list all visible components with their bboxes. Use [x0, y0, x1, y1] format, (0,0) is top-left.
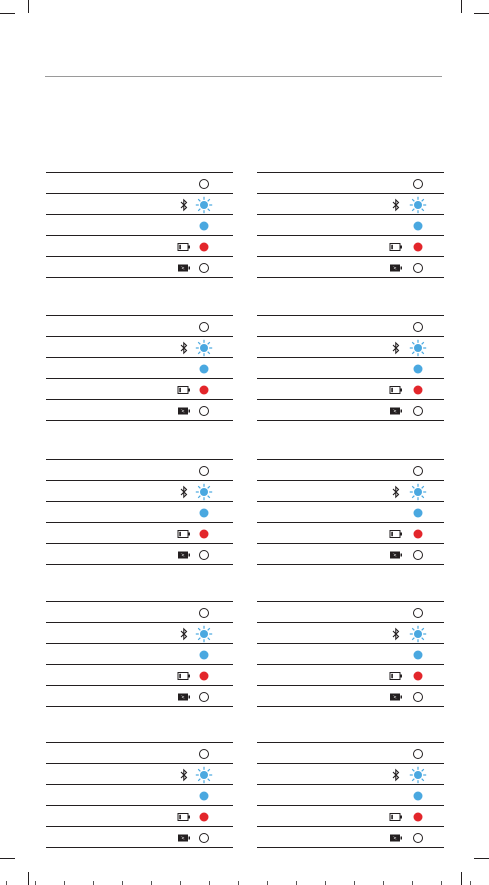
table-bottom-rule — [257, 564, 444, 565]
tick-mark — [238, 881, 239, 885]
crop-mark — [461, 0, 462, 13]
led-off-indicator — [413, 749, 423, 759]
table-row-bt-flash — [257, 336, 444, 358]
flashing-light-icon — [195, 625, 213, 643]
indicator-table — [257, 172, 444, 278]
table-row-off — [257, 601, 444, 623]
led-off-indicator — [413, 833, 423, 843]
table-bottom-rule — [257, 706, 444, 707]
led-red-indicator — [200, 242, 209, 251]
tick-mark — [6, 881, 7, 885]
led-blue-indicator — [200, 791, 209, 800]
table-row-battery-low — [257, 805, 444, 827]
table-bottom-rule — [46, 706, 233, 707]
led-blue-indicator — [200, 508, 209, 517]
crop-mark — [474, 858, 489, 859]
battery-low-icon — [390, 243, 403, 251]
indicator-table — [46, 315, 233, 421]
table-row-charging — [46, 543, 233, 565]
tick-mark — [470, 881, 471, 885]
indicator-table — [257, 315, 444, 421]
battery-charging-icon — [178, 834, 191, 842]
table-row-charging — [257, 543, 444, 565]
led-off-indicator — [413, 550, 423, 560]
battery-low-icon — [178, 386, 191, 394]
indicator-table — [46, 459, 233, 565]
led-blue-indicator — [414, 364, 423, 373]
tick-mark — [93, 881, 94, 885]
tick-mark — [383, 881, 384, 885]
table-bottom-rule — [46, 847, 233, 848]
crop-mark — [474, 13, 489, 14]
battery-low-icon — [390, 813, 403, 821]
table-row-blue — [257, 501, 444, 523]
table-bottom-rule — [257, 277, 444, 278]
table-row-battery-low — [46, 805, 233, 827]
battery-charging-icon — [390, 264, 403, 272]
flashing-light-icon — [195, 196, 213, 214]
led-blue-indicator — [414, 791, 423, 800]
table-row-bt-flash — [257, 480, 444, 502]
tick-mark — [35, 881, 36, 885]
led-off-indicator — [413, 692, 423, 702]
led-red-indicator — [414, 242, 423, 251]
table-bottom-rule — [257, 420, 444, 421]
led-off-indicator — [413, 406, 423, 416]
table-row-battery-low — [46, 522, 233, 544]
led-red-indicator — [414, 385, 423, 394]
table-row-charging — [46, 685, 233, 707]
tick-mark — [267, 881, 268, 885]
table-row-charging — [46, 826, 233, 848]
led-off-indicator — [413, 466, 423, 476]
battery-charging-icon — [390, 551, 403, 559]
crop-mark — [0, 858, 15, 859]
led-off-indicator — [199, 550, 209, 560]
table-bottom-rule — [257, 847, 444, 848]
led-red-indicator — [200, 385, 209, 394]
battery-charging-icon — [178, 264, 191, 272]
battery-charging-icon — [390, 693, 403, 701]
led-off-indicator — [413, 608, 423, 618]
led-off-indicator — [199, 263, 209, 273]
led-off-indicator — [413, 179, 423, 189]
crop-mark — [28, 0, 29, 13]
bluetooth-icon — [180, 627, 188, 640]
tick-mark — [122, 881, 123, 885]
led-blue-indicator — [200, 364, 209, 373]
battery-charging-icon — [390, 834, 403, 842]
led-off-indicator — [199, 749, 209, 759]
bluetooth-icon — [180, 768, 188, 781]
battery-low-icon — [178, 672, 191, 680]
table-row-battery-low — [257, 664, 444, 686]
table-row-bt-flash — [257, 763, 444, 785]
flashing-light-icon — [409, 339, 427, 357]
battery-low-icon — [178, 813, 191, 821]
led-red-indicator — [200, 671, 209, 680]
table-bottom-rule — [46, 420, 233, 421]
bluetooth-icon — [180, 341, 188, 354]
tick-mark — [296, 881, 297, 885]
top-divider — [45, 76, 442, 77]
battery-low-icon — [390, 386, 403, 394]
led-blue-indicator — [414, 221, 423, 230]
table-row-bt-flash — [46, 480, 233, 502]
table-row-off — [46, 459, 233, 481]
bluetooth-icon — [392, 341, 400, 354]
battery-low-icon — [390, 672, 403, 680]
table-row-off — [46, 742, 233, 764]
led-off-indicator — [199, 179, 209, 189]
indicator-table — [46, 172, 233, 278]
battery-charging-icon — [178, 693, 191, 701]
led-red-indicator — [200, 812, 209, 821]
led-off-indicator — [199, 833, 209, 843]
led-off-indicator — [413, 322, 423, 332]
table-bottom-rule — [46, 564, 233, 565]
table-row-charging — [257, 399, 444, 421]
bluetooth-icon — [392, 627, 400, 640]
battery-low-icon — [178, 530, 191, 538]
tick-mark — [64, 881, 65, 885]
table-row-blue — [46, 643, 233, 665]
indicator-table — [46, 601, 233, 707]
table-row-charging — [257, 826, 444, 848]
flashing-light-icon — [409, 625, 427, 643]
flashing-light-icon — [409, 196, 427, 214]
tick-mark — [441, 881, 442, 885]
flashing-light-icon — [409, 483, 427, 501]
led-off-indicator — [199, 322, 209, 332]
table-row-blue — [46, 357, 233, 379]
led-off-indicator — [199, 466, 209, 476]
led-off-indicator — [199, 608, 209, 618]
indicator-table — [46, 742, 233, 848]
table-row-blue — [257, 643, 444, 665]
indicator-table — [257, 742, 444, 848]
table-row-battery-low — [46, 235, 233, 257]
table-row-battery-low — [257, 378, 444, 400]
table-row-bt-flash — [257, 622, 444, 644]
table-bottom-rule — [46, 277, 233, 278]
battery-low-icon — [178, 243, 191, 251]
flashing-light-icon — [195, 766, 213, 784]
battery-charging-icon — [390, 407, 403, 415]
table-row-charging — [257, 256, 444, 278]
battery-low-icon — [390, 530, 403, 538]
tick-mark — [209, 881, 210, 885]
led-off-indicator — [413, 263, 423, 273]
table-row-blue — [257, 214, 444, 236]
tick-mark — [412, 881, 413, 885]
crop-mark — [0, 13, 15, 14]
table-row-blue — [46, 501, 233, 523]
table-row-blue — [46, 784, 233, 806]
table-row-bt-flash — [46, 193, 233, 215]
table-row-off — [257, 459, 444, 481]
table-row-battery-low — [46, 378, 233, 400]
tick-mark — [151, 881, 152, 885]
table-row-charging — [257, 685, 444, 707]
bluetooth-icon — [180, 485, 188, 498]
table-row-blue — [257, 357, 444, 379]
flashing-light-icon — [195, 483, 213, 501]
tick-mark — [325, 881, 326, 885]
table-row-bt-flash — [46, 763, 233, 785]
table-row-off — [46, 601, 233, 623]
led-red-indicator — [414, 529, 423, 538]
table-row-bt-flash — [46, 622, 233, 644]
indicator-table — [257, 601, 444, 707]
table-row-bt-flash — [46, 336, 233, 358]
table-row-battery-low — [257, 235, 444, 257]
battery-charging-icon — [178, 551, 191, 559]
led-off-indicator — [199, 692, 209, 702]
led-blue-indicator — [414, 650, 423, 659]
flashing-light-icon — [409, 766, 427, 784]
led-red-indicator — [200, 529, 209, 538]
bluetooth-icon — [392, 198, 400, 211]
led-off-indicator — [199, 406, 209, 416]
table-row-charging — [46, 256, 233, 278]
indicator-table — [257, 459, 444, 565]
table-row-battery-low — [46, 664, 233, 686]
tick-mark — [180, 881, 181, 885]
led-red-indicator — [414, 671, 423, 680]
table-row-off — [46, 172, 233, 194]
led-blue-indicator — [200, 221, 209, 230]
led-blue-indicator — [200, 650, 209, 659]
tick-mark — [354, 881, 355, 885]
table-row-blue — [257, 784, 444, 806]
table-row-blue — [46, 214, 233, 236]
table-row-off — [257, 742, 444, 764]
flashing-light-icon — [195, 339, 213, 357]
table-row-charging — [46, 399, 233, 421]
table-row-battery-low — [257, 522, 444, 544]
bluetooth-icon — [180, 198, 188, 211]
led-blue-indicator — [414, 508, 423, 517]
led-red-indicator — [414, 812, 423, 821]
table-row-off — [257, 315, 444, 337]
bluetooth-icon — [392, 768, 400, 781]
table-row-off — [257, 172, 444, 194]
bluetooth-icon — [392, 485, 400, 498]
bottom-ticks — [0, 880, 489, 885]
battery-charging-icon — [178, 407, 191, 415]
table-row-bt-flash — [257, 193, 444, 215]
table-row-off — [46, 315, 233, 337]
